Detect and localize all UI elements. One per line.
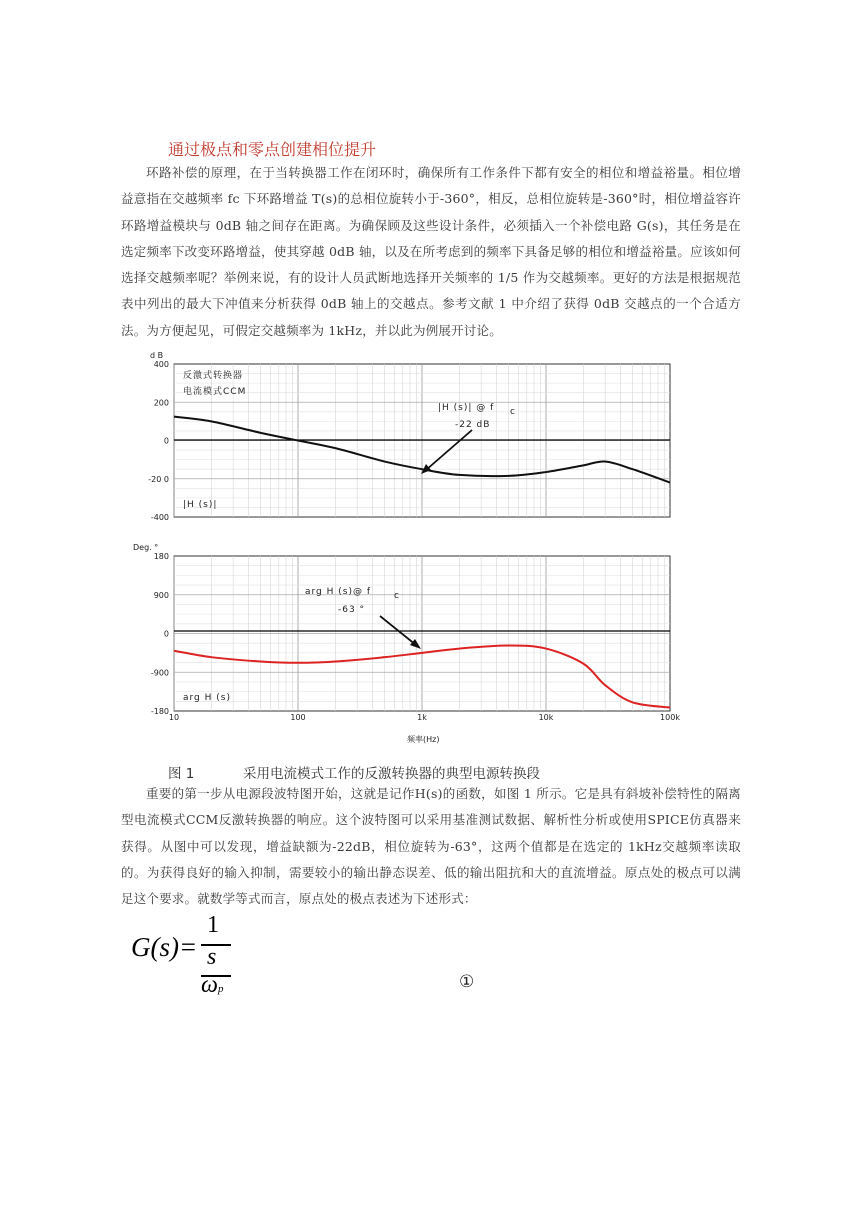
y-tick-label: -180 [150, 707, 169, 716]
figure-caption: 采用电流模式工作的反激转换器的典型电源转换段 [243, 766, 540, 782]
annotation-sub: c [510, 407, 516, 417]
subscript: p [217, 983, 224, 995]
x-axis-label: 频率(Hz) [407, 735, 440, 744]
chart-title: 反激式转换器 [183, 371, 244, 381]
phase-chart [133, 543, 680, 744]
x-tick-label: 10k [538, 713, 554, 722]
magnitude-chart [148, 351, 670, 522]
y-tick-label: 0 [163, 629, 169, 639]
y-tick-label: -400 [150, 513, 169, 522]
formula-numerator: 1 [207, 912, 219, 938]
x-ticks [169, 713, 680, 722]
x-tick-label: 1k [417, 713, 427, 722]
y-tick-label: 400 [153, 360, 169, 369]
y-tick-label: 200 [153, 398, 169, 408]
series-label: |H (s)| [183, 500, 218, 510]
article-title: 通过极点和零点创建相位提升 [168, 140, 377, 159]
y-tick-label: 0 [163, 436, 169, 446]
formula-den-bottom [201, 972, 223, 999]
y-axis-label: d B [150, 351, 164, 360]
y-tick-label: -900 [150, 668, 169, 678]
chart-subtitle: 电流模式CCM [183, 387, 247, 397]
annotation-text: arg H (s)@ f [305, 587, 371, 597]
y-ticks [151, 552, 169, 716]
annotation-value: -63 ° [338, 605, 366, 615]
annotation-value: -22 dB [455, 420, 491, 430]
equation-number: ① [459, 972, 475, 992]
paragraph-text: 重要的第一步从电源段波特图开始，这就是记作H(s)的函数，如图 1 所示。它是具有斜坡补偿特性的隔离型电流模式CCM反激转换器的响应。这个波特图可以采用基准测试数据、解析性分析或使用SPICE仿真器来获得。从图中可以发现，增益缺额为-22dB，相位旋转为-63°，这两个值都是在选定的 1kHz交越频率读取的。为获得良好的输入抑制，需要较小的输出静态误差、低的输出阻抗和大的直流增益。原点处的极点可以满足这个要求。就数学等式而言，原点处的极点表述为下述形式： [121, 786, 741, 907]
paragraph-text: 环路补偿的原理，在于当转换器工作在闭环时，确保所有工作条件下都有安全的相位和增益裕量。相位增益意指在交越频率 fc 下环路增益 T(s)的总相位旋转小于-360°，相反，总相位旋转是-360°时，相位增益容许环路增益模块与 0dB 轴之间存在距离。为确保顾及这些设计条件，必须插入一个补偿电路 G(s)，其任务是在选定频率下改变环路增益，使其穿越 0dB 轴，以及在所考虑到的频率下具备足够的相位和增益裕量。应该如何选择交越频率呢？举例来说，有的设计人员武断地选择开关频率的 1/5 作为交越频率。更好的方法是根据规范表中列出的最大下冲值来分析获得 0dB 轴上的交越点。参考文献 1 中介绍了获得 0dB 交越点的一个合适方法。为方便起见，可假定交越频率为 1kHz，并以此为例展开讨论。 [121, 165, 741, 338]
x-tick-label: 100 [290, 713, 306, 722]
x-tick-label: 100k [660, 713, 680, 722]
omega-symbol: ω [201, 972, 218, 998]
y-tick-label: 900 [153, 590, 169, 600]
figure-label: 图 1 [168, 766, 195, 782]
formula-lhs: G(s)= [131, 932, 198, 962]
y-tick-label: -20 0 [148, 474, 169, 484]
body-paragraph [121, 781, 741, 912]
series-label: arg H (s) [183, 693, 231, 703]
y-tick-label: 180 [153, 552, 169, 561]
y-ticks [148, 360, 169, 522]
annotation-text: |H (s)| @ f [438, 403, 495, 413]
y-axis-label: Deg. ° [133, 543, 159, 552]
annotation-sub: c [394, 591, 400, 601]
x-tick-label: 10 [168, 713, 180, 722]
formula-den-top: s [207, 944, 217, 970]
